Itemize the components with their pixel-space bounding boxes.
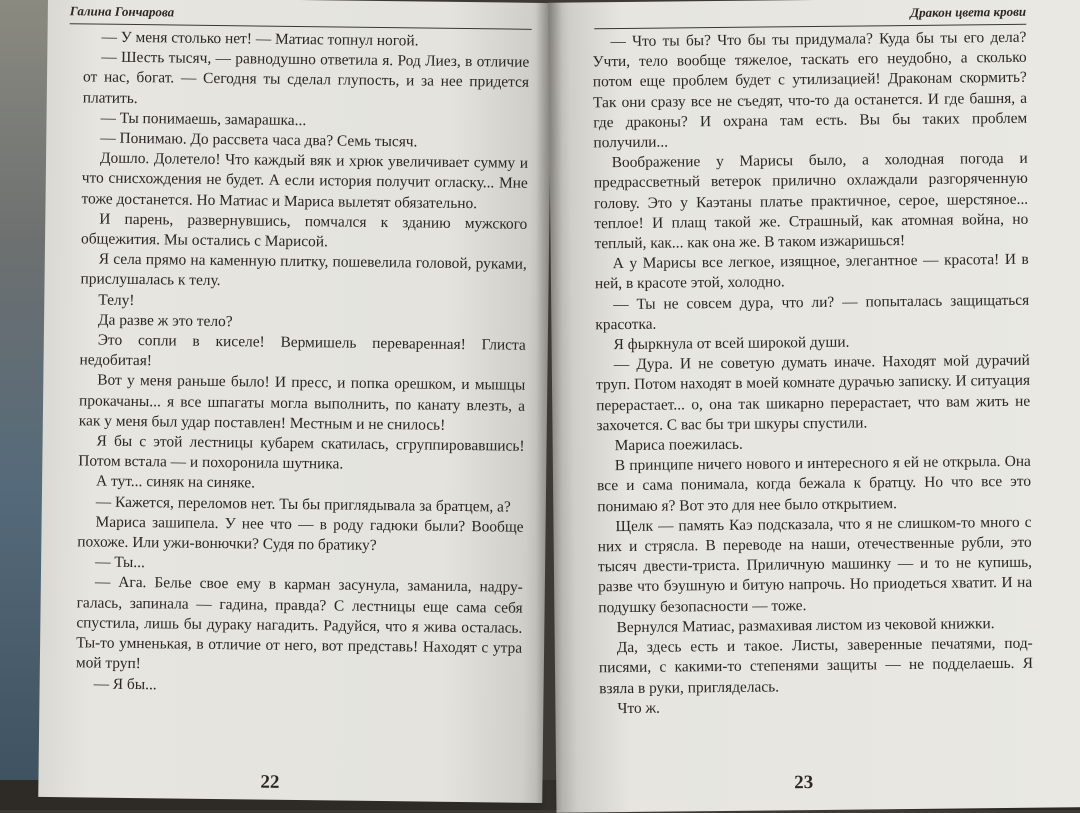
paragraph: — Что ты бы? Что бы ты придумала? Куда бы ты его дела? Учти, тело вообще тяжелое, таскать его неудобно, а сколько потом еще проблем будет с утилизацией! Драконам скормить? Так они сразу все не съедят, что-то да останется. И где башня, а где драконы? И охрана там есть. Вы бы таких проблем получили... (592, 28, 1028, 152)
paragraph: — Дура. И не советую думать иначе. Находят мой дурачий труп. Потом находят в моей комнате дурачью записку. И ситуация перерастает... о, она так шикарно перерастает, что вам жить не захочется. С вас бы три шкуры спустили. (595, 352, 1031, 435)
paragraph: — У меня столько нет! — Матиас топнул ногой. (101, 28, 419, 50)
right-running-head: Дракон цвета крови (910, 3, 1027, 20)
paragraph: — Ты понимаешь, замарашка... (100, 109, 307, 129)
paragraph: Телу! (98, 291, 135, 309)
paragraph: А у Марисы все легкое, изящное, элегантное — красота! И в ней, в красоте этой, холодно. (594, 251, 1029, 293)
paragraph: Да разве ж это тело? (97, 311, 233, 331)
paragraph: — Ага. Белье свое ему в карман засунула, заманила, надругалась, запинала — гадина, правда? С лестницы еще сама себя спустила, лишь бы дураку нагадить. Радуйся, что я жива осталась. Ты-то умненькая, в отличие от него, вот представь! Находят с утра мой труп! (75, 574, 523, 673)
right-page-number: 23 (794, 772, 814, 794)
paragraph: Дошло. Долетело! Что каждый вяк и хрюк увеличивает сумму и что снисхождения не будет. А если история получит огласку... Мне тоже достанется. Но Матиас и Мариса вылетят обязательно. (81, 149, 529, 212)
paragraph: Да, здесь есть и такое. Листы, заверенные печатями, подписями, с какими-то степенями защиты — не подделаешь. Я взяла в руки, пригляделась. (598, 634, 1034, 697)
paragraph: Мариса поежилась. (614, 435, 743, 455)
paragraph: Мариса зашипела. У нее что — в роду гадюки были? Вообще похоже. Или ужи-вонючки? Судя по братику? (77, 513, 524, 555)
paragraph: Что ж. (617, 699, 661, 717)
left-page-text (76, 27, 530, 699)
left-page (38, 0, 552, 803)
paragraph: А тут... синяк на синяке. (95, 473, 256, 492)
paragraph: И парень, развернувшись, помчался к зданию мужского общежития. Мы остались с Марисой. (80, 210, 528, 251)
paragraph: В принципе ничего нового и интересного я ей не открыла. Она все и сама понимала, когда бежала к братцу. Но что все это понимаю я? Вот это для нее было открытием. (596, 453, 1032, 515)
paragraph: — Шесть тысяч, — равнодушно ответила я. Род Лиез, в отличие от нас, богат. — Сегодня ты сделал глупость, и за нее придется платить. (82, 48, 530, 107)
paragraph: — Кажется, переломов нет. Ты бы приглядывала за братцем, а? (95, 493, 511, 516)
right-page (548, 0, 1080, 813)
left-running-head: Галина Гончарова (69, 3, 175, 20)
paragraph: Вот у меня раньше было! И пресс, и попка орешком, и мышцы прокачаны... я все шпагаты могла выполнить, по канату влезть, а как у меня был удар поставлен! Местным и не снилось! (78, 372, 526, 434)
left-page-number: 22 (260, 771, 280, 793)
paragraph: Щелк — память Каэ подсказала, что я не слишком-то много с них и стрясла. В переводе на наши, отечественные рубли, это тысяч двести-триста. Приличную машинку — и то не купишь, разве что бэушную и битую напрочь. Но приодеться хватит. И на подушку безопасности — тоже. (597, 513, 1033, 616)
paragraph: Воображение у Марисы было, а холодная погода и предрассветный ветерок прилично охлаждали разгоряченную голову. Это у Каэтаны платье практичное, серое, шерстяное... теплое! И плащ такой же. Страшный, как атомная война, но теплый, как... как она же. В таком изжаришься! (593, 149, 1029, 253)
paragraph: — Я бы... (93, 675, 157, 693)
paragraph: Я бы с этой лестницы кубарем скатилась, сгруппировавшись! Потом встала — и похоронила шутника. (78, 432, 525, 473)
paragraph: Я села прямо на каменную плитку, пошевелила головой, руками, прислушалась к телу. (80, 250, 527, 290)
paragraph: Я фыркнула от всей широкой души. (613, 333, 850, 354)
paragraph: — Понимаю. До рассвета часа два? Семь тысяч. (100, 129, 418, 151)
paragraph: Это сопли в киселе! Вермишель переваренная! Глиста недобитая! (79, 331, 526, 370)
paragraph: — Ты... (95, 553, 145, 572)
paragraph: Вернулся Матиас, размахивая листом из чековой книжки. (616, 615, 995, 636)
right-page-text (592, 28, 1033, 719)
paragraph: — Ты не совсем дура, что ли? — попыталась защищаться красотка. (595, 291, 1030, 334)
